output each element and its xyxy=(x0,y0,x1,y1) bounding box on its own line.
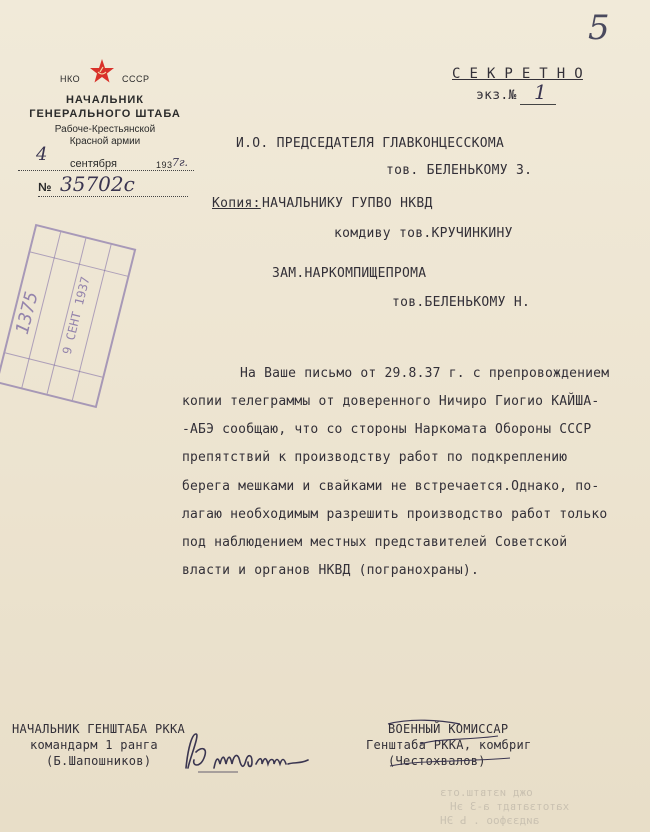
addressee-line-6: тов.БЕЛЕНЬКОМУ Н. xyxy=(392,295,531,310)
signature-left-rank: командарм 1 ранга xyxy=(30,738,158,752)
date-dots xyxy=(18,170,194,171)
handwritten-signature xyxy=(178,728,318,776)
date-day: 4 xyxy=(36,144,48,165)
letterhead-title-2: ГЕНЕРАЛЬНОГО ШТАБА xyxy=(29,108,181,120)
bleed-through: ожд изтвтш.отз xyxy=(440,786,533,799)
emblem-right-text: СССР xyxy=(122,74,150,84)
signature-left-name: (Б.Шапошников) xyxy=(46,754,152,768)
page-number: 5 xyxy=(588,8,610,48)
number-prefix: № xyxy=(38,180,53,194)
date-year-suffix: 7г. xyxy=(172,156,189,169)
copy-number: 1 xyxy=(534,80,547,104)
date-month: сентября xyxy=(70,158,117,170)
stamp-number: 1375 xyxy=(11,289,43,337)
emblem-left-text: НКО xyxy=(60,74,81,84)
signature-left-title: НАЧАЛЬНИК ГЕНШТАБА РККА xyxy=(12,722,186,736)
bleed-through: хатотзатвдт а-З эН xyxy=(450,800,570,813)
body-line: берега мешками и свайками не встречается.Однако, по- xyxy=(182,479,600,494)
letterhead-subtitle-2: Красной армии xyxy=(69,136,141,147)
number-value: 35702с xyxy=(60,172,135,196)
letterhead-title-1: НАЧАЛЬНИК xyxy=(65,94,145,106)
copy-label: экз.№ xyxy=(476,88,517,103)
signature-right-title: ВОЕННЫЙ КОМИССАР xyxy=(388,722,509,736)
date-year-prefix: 193 xyxy=(156,160,173,170)
addressee-line-4: комдиву тов.КРУЧИНКИНУ xyxy=(334,226,513,241)
body-line: под наблюдением местных представителей Советской xyxy=(182,535,568,550)
addressee-line-3: НАЧАЛЬНИКУ ГУПВО НКВД xyxy=(262,196,433,211)
bleed-through: аидзэфоо . Ь ЭН xyxy=(440,814,540,827)
copy-number-underline xyxy=(520,104,556,105)
addressee-line-1: И.О. ПРЕДСЕДАТЕЛЯ ГЛАВКОНЦЕССКОМА xyxy=(236,136,505,151)
received-stamp xyxy=(0,224,136,408)
body-line: -АБЭ сообщаю, что со стороны Наркомата Обороны СССР xyxy=(182,422,592,437)
body-line: лагаю необходимым разрешить производство работ только xyxy=(182,507,608,522)
letterhead-subtitle-1: Рабоче-Крестьянской xyxy=(54,124,156,135)
signature-right-rank: Генштаба РККА, комбриг xyxy=(366,738,532,752)
addressee-line-5: ЗАМ.НАРКОМПИЩЕПРОМА xyxy=(272,266,427,281)
classification-label: С Е К Р Е Т Н О xyxy=(452,66,583,82)
stamp-date: 9 СЕНТ 1937 xyxy=(59,275,93,356)
body-line: копии телеграммы от доверенного Ничиро Гиогио КАЙША- xyxy=(182,394,600,409)
red-star-icon xyxy=(89,58,115,84)
letterhead xyxy=(10,58,200,198)
number-dots xyxy=(38,196,188,197)
copy-label-text: Копия: xyxy=(212,196,261,211)
signature-right-name: (Честохвалов) xyxy=(388,754,486,768)
ink-strokes-icon xyxy=(380,716,540,776)
body-line: препятствий к производству работ по подкреплению xyxy=(182,450,568,465)
body-line: власти и органов НКВД (погранохраны). xyxy=(182,563,479,578)
addressee-line-2: тов. БЕЛЕНЬКОМУ З. xyxy=(386,163,533,178)
body-line: На Ваше письмо от 29.8.37 г. с препровождением xyxy=(240,366,610,381)
